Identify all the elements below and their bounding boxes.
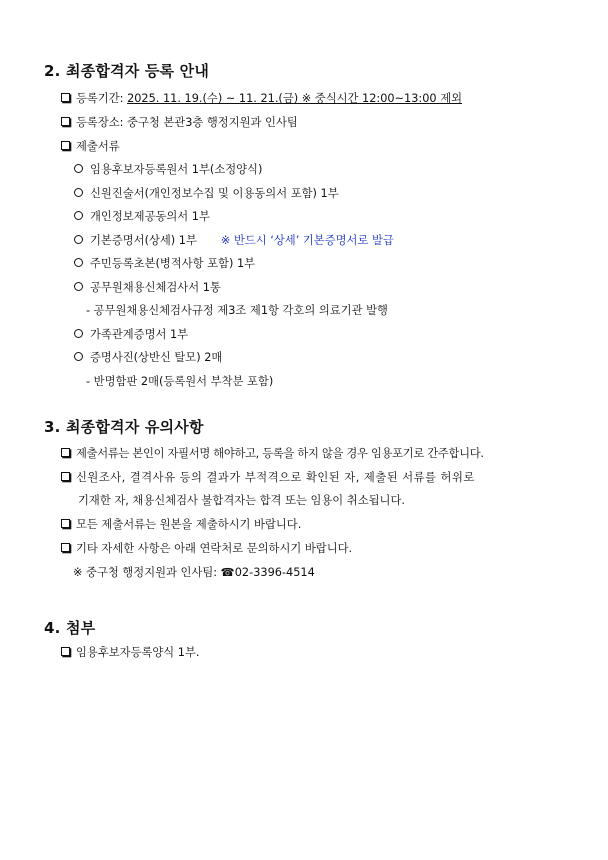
notice-text-continued: 기재한 자, 채용신체검사 불합격자는 합격 또는 임용이 취소됩니다. — [78, 494, 405, 507]
checkbox-bullet-icon — [61, 141, 70, 150]
attachment-item — [61, 646, 200, 660]
contact-info: ※ 중구청 행정지원과 인사팀: ☎02-3396-4514 — [73, 566, 315, 579]
checkbox-bullet-icon — [61, 448, 70, 457]
circle-bullet-icon — [74, 258, 83, 267]
circle-bullet-icon — [74, 164, 83, 173]
section-2-heading: 2. 최종합격자 등록 안내 — [44, 62, 210, 80]
doc-item-certificate — [74, 234, 394, 248]
checkbox-bullet-icon — [61, 647, 70, 656]
registration-place — [61, 116, 298, 130]
doc-item-text: 증명사진(상반신 탈모) 2매 — [90, 351, 223, 364]
doc-item — [74, 257, 255, 271]
circle-bullet-icon — [74, 235, 83, 244]
registration-period — [61, 92, 462, 106]
circle-bullet-icon — [74, 352, 83, 361]
section-4-heading: 4. 첨부 — [44, 619, 96, 637]
notice-item — [61, 471, 475, 485]
doc-item — [74, 163, 262, 177]
certificate-note: ※ 반드시 ‘상세’ 기본증명서로 발급 — [220, 234, 394, 247]
checkbox-bullet-icon — [61, 117, 70, 126]
notice-text: 기타 자세한 사항은 아래 연락처로 문의하시기 바랍니다. — [76, 542, 353, 555]
checkbox-bullet-icon — [61, 519, 70, 528]
notice-item — [61, 447, 484, 461]
doc-item-text: 개인정보제공동의서 1부 — [90, 210, 210, 223]
attachment-text: 임용후보자등록양식 1부. — [76, 646, 200, 659]
doc-item-text: 주민등록초본(병적사항 포함) 1부 — [90, 257, 256, 270]
circle-bullet-icon — [74, 329, 83, 338]
doc-item-text: 임용후보자등록원서 1부(소정양식) — [90, 163, 263, 176]
circle-bullet-icon — [74, 282, 83, 291]
period-value: 2025. 11. 19.(수) ~ 11. 21.(금) ※ 중식시간 12:00~13:00 제외 — [127, 92, 463, 105]
doc-item-text: 기본증명서(상세) 1부 — [90, 234, 197, 247]
doc-item-text: 가족관계증명서 1부 — [90, 328, 189, 341]
doc-item-text: 신원진술서(개인정보수집 및 이용동의서 포함) 1부 — [90, 187, 339, 200]
doc-item — [74, 187, 339, 201]
doc-item — [74, 281, 221, 295]
doc-sub-item: - 공무원채용신체검사규정 제3조 제1항 각호의 의료기관 발행 — [86, 304, 388, 317]
section-3-heading: 3. 최종합격자 유의사항 — [44, 418, 204, 436]
notice-text: 신원조사, 결격사유 등의 결과가 부적격으로 확인된 자, 제출된 서류를 허위로 — [76, 471, 475, 484]
circle-bullet-icon — [74, 188, 83, 197]
documents-label — [61, 140, 120, 154]
notice-text: 제출서류는 본인이 자필서명 해야하고, 등록을 하지 않을 경우 임용포기로 간주합니다. — [76, 447, 484, 460]
period-label: 등록기간: — [76, 92, 128, 105]
doc-item — [74, 328, 188, 342]
docs-label-text: 제출서류 — [76, 140, 120, 153]
doc-sub-item: - 반명함판 2매(등록원서 부착분 포함) — [86, 375, 274, 388]
checkbox-bullet-icon — [61, 543, 70, 552]
doc-item — [74, 351, 222, 365]
checkbox-bullet-icon — [61, 472, 70, 481]
doc-item-text: 공무원채용신체검사서 1통 — [90, 281, 221, 294]
circle-bullet-icon — [74, 211, 83, 220]
place-text: 등록장소: 중구청 본관3층 행정지원과 인사팀 — [76, 116, 298, 129]
notice-text: 모든 제출서류는 원본을 제출하시기 바랍니다. — [76, 518, 302, 531]
notice-item — [61, 518, 301, 532]
checkbox-bullet-icon — [61, 93, 70, 102]
notice-item — [61, 542, 352, 556]
doc-item — [74, 210, 210, 224]
